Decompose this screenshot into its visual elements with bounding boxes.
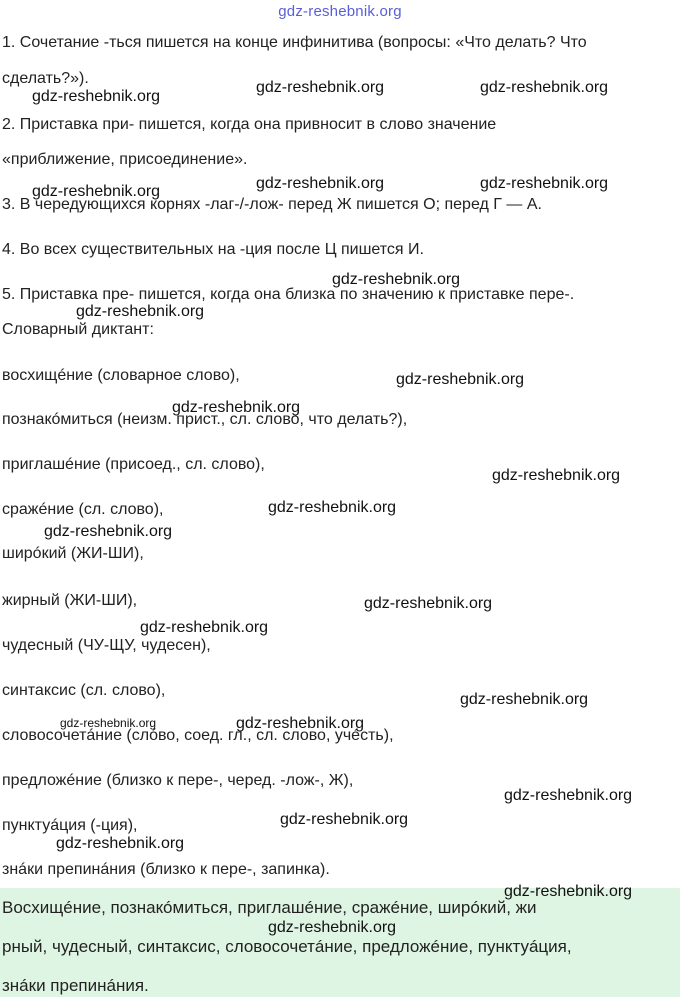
site-header[interactable]: gdz-reshebnik.org <box>278 3 402 20</box>
watermark: gdz-reshebnik.org <box>332 271 461 288</box>
dictation-word-2: познакóмиться (неизм. прист., сл. слово, что делать?), <box>2 411 408 428</box>
watermark: gdz-reshebnik.org <box>504 883 633 900</box>
rule-2: 2. Приставка при- пишется, когда она привносит в слово значение <box>2 116 497 133</box>
watermark: gdz-reshebnik.org <box>268 499 397 516</box>
answer-line-2: рный, чудесный, синтаксис, словосочетáние, предложéние, пунктуáция, <box>2 937 572 956</box>
watermark: gdz-reshebnik.org <box>280 811 409 828</box>
watermark: gdz-reshebnik.org <box>364 595 493 612</box>
watermark: gdz-reshebnik.org <box>172 399 301 416</box>
answer-line-1: Восхищéние, познакóмиться, приглашéние, сражéние, ширóкий, жи <box>2 898 537 917</box>
watermark: gdz-reshebnik.org <box>236 715 365 732</box>
rule-1: 1. Сочетание -ться пишется на конце инфинитива (вопросы: «Что делать? Что <box>2 34 587 51</box>
watermark: gdz-reshebnik.org <box>460 691 589 708</box>
watermark: gdz-reshebnik.org <box>44 523 173 540</box>
dictation-word-11: пунктуáция (-ция), <box>2 817 138 834</box>
watermark: gdz-reshebnik.org <box>256 175 385 192</box>
rule-3: 3. В чередующихся корнях -лаг-/-лож- перед Ж пишется О; перед Г — А. <box>2 196 542 213</box>
dictation-word-10: предложéние (близко к пере-, черед. -лож-, Ж), <box>2 772 354 789</box>
dictation-word-8: синтаксис (сл. слово), <box>2 682 166 699</box>
dictation-word-7: чудесный (ЧУ-ЩУ, чудесен), <box>2 637 211 654</box>
watermark: gdz-reshebnik.org <box>268 919 397 936</box>
answer-line-3: знáки препинáния. <box>2 976 149 995</box>
watermark: gdz-reshebnik.org <box>32 183 161 200</box>
answer-block <box>0 888 680 997</box>
watermark: gdz-reshebnik.org <box>480 79 609 96</box>
watermark: gdz-reshebnik.org <box>480 175 609 192</box>
dictation-word-1: восхищéние (словарное слово), <box>2 367 240 384</box>
rule-5: 5. Приставка пре- пишется, когда она близка по значению к приставке пере-. <box>2 286 575 303</box>
dictation-word-12: знáки препинáния (близко к пере-, запинка). <box>2 861 330 878</box>
watermark: gdz-reshebnik.org <box>492 467 621 484</box>
dictation-word-5: ширóкий (ЖИ-ШИ), <box>2 545 144 562</box>
watermark: gdz-reshebnik.org <box>396 371 525 388</box>
rule-4: 4. Во всех существительных на -ция после Ц пишется И. <box>2 241 424 258</box>
rule-1-cont: сделать?»). <box>2 70 89 87</box>
dictation-word-6: жирный (ЖИ-ШИ), <box>2 592 138 609</box>
watermark: gdz-reshebnik.org <box>504 787 633 804</box>
dictation-word-3: приглашéние (присоед., сл. слово), <box>2 456 265 473</box>
watermark: gdz-reshebnik.org <box>56 835 185 852</box>
watermark: gdz-reshebnik.org <box>32 88 161 105</box>
dictation-word-4: сражéние (сл. слово), <box>2 501 164 518</box>
dictation-title: Словарный диктант: <box>2 321 154 338</box>
watermark: gdz-reshebnik.org <box>140 619 269 636</box>
dictation-word-9: словосочетáние (слóво, соед. гл., сл. слово, учéсть), <box>2 727 394 744</box>
watermark: gdz-reshebnik.org <box>60 716 157 730</box>
watermark: gdz-reshebnik.org <box>76 303 205 320</box>
watermark: gdz-reshebnik.org <box>256 79 385 96</box>
rule-2-cont: «приближение, присоединение». <box>2 151 248 168</box>
